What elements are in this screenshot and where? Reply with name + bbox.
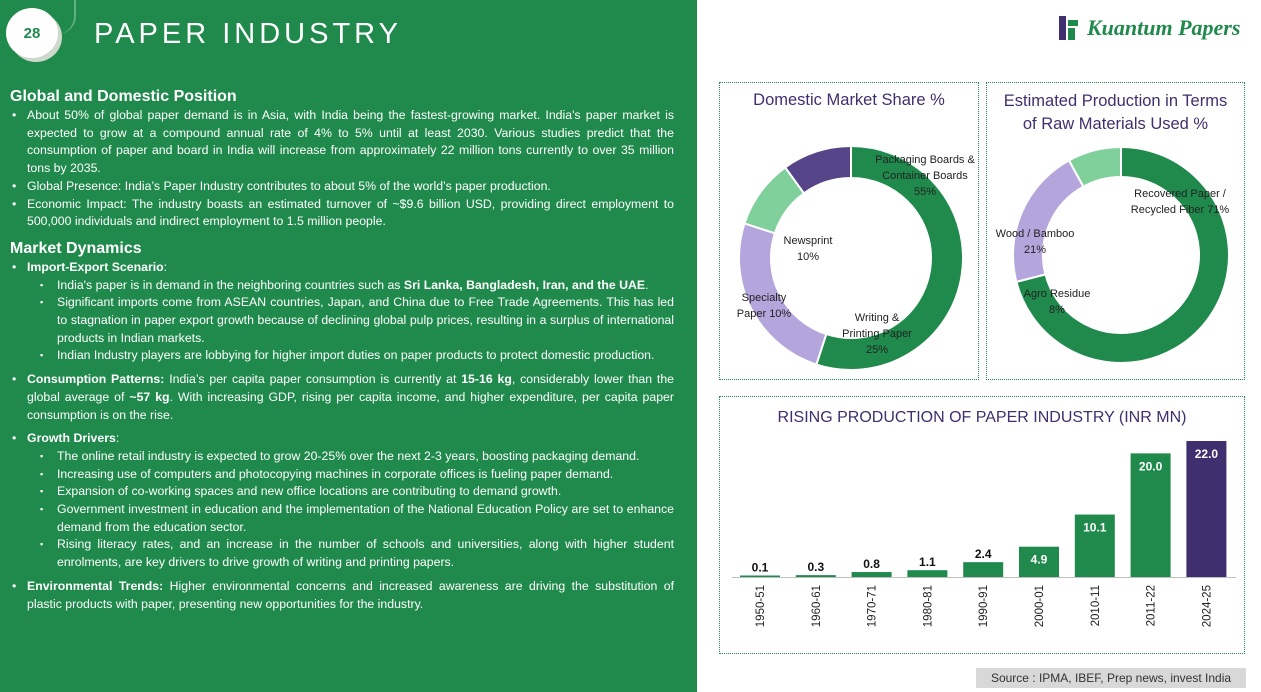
import-export-label: Import-Export Scenario [27, 259, 164, 274]
bar-category-label: 1960-61 [810, 585, 823, 628]
bar-category-label: 2000-01 [1034, 585, 1046, 628]
bar-category-label: 2010-11 [1089, 585, 1102, 627]
global-heading: Global and Domestic Position [10, 88, 237, 105]
slice-label: Wood / Bamboo 21% [995, 228, 1075, 256]
import-sub1-post: . [645, 277, 649, 292]
consumption-bold-2: ~57 kg [129, 389, 170, 404]
production-bar-chart [720, 397, 1244, 653]
badge-decoration [58, 0, 76, 34]
bar-value-label: 20.0 [1138, 459, 1163, 474]
growth-subitem: ▪ Rising literacy rates, and an increase in the number of schools and universities, along with higher student enrolments, are key drivers to drive growth of writing and printing papers. [27, 536, 674, 571]
growth-drivers-colon: : [115, 431, 120, 446]
slice-label: Agro Residue 8% [1023, 288, 1091, 316]
raw-material-title-line: Estimated Production in Terms [1003, 92, 1228, 110]
growth-drivers-label: Growth Drivers [27, 431, 116, 446]
global-bullet: • About 50% of global paper demand is in Asia, with India being the fastest-growing market. India's paper market is expected to grow at a compound annual rate of 4% to 5% until at least 2030. Various studies predict that the consumption of paper and board in India will increase from approximately 22 million tons currently to over 35 million tons by 2035. [10, 107, 674, 178]
bar-value-label: 0.8 [863, 557, 880, 572]
donut-slice [1013, 160, 1083, 281]
bar-category-label: 1990-91 [978, 585, 991, 628]
import-subitem [27, 277, 674, 295]
page-title: PAPER INDUSTRY [94, 18, 402, 50]
bar [1186, 441, 1226, 577]
growth-subitem: ▪ Expansion of co-working spaces and new office locations are contributing to demand growth. [27, 483, 674, 501]
text-content [10, 86, 674, 619]
market-bullets [10, 259, 674, 613]
raw-material-panel [986, 82, 1245, 380]
bar [852, 572, 892, 577]
raw-material-donut [987, 83, 1244, 379]
bar [740, 576, 780, 578]
page-number: 28 [23, 24, 41, 42]
production-panel [719, 396, 1245, 654]
slice-label: Specialty Paper 10% [736, 292, 792, 320]
bar-value-label: 10.1 [1083, 520, 1107, 535]
consumption-item [10, 371, 674, 424]
right-panel [697, 0, 1261, 692]
bar-value-label: 0.1 [751, 560, 769, 575]
import-export-item [10, 259, 674, 365]
global-bullet: • Global Presence: India’s Paper Industry contributes to about 5% of the world’s paper production. [10, 178, 674, 196]
bar [907, 570, 947, 577]
consumption-bold-1: 15-16 kg [461, 372, 512, 387]
bar-value-label: 2.4 [974, 547, 992, 562]
slice-label: Packaging Boards & Container Boards 55% [875, 154, 975, 198]
slice-label: Newsprint 10% [783, 235, 833, 263]
market-share-donut [720, 83, 978, 379]
import-subitem: ▪ Indian Industry players are lobbying for higher import duties on paper products to protect domestic production. [27, 347, 674, 365]
page-number-badge [6, 8, 58, 58]
bar-category-label: 2024-25 [1201, 585, 1214, 628]
consumption-label: Consumption Patterns: [27, 372, 165, 387]
growth-drivers-subitems [27, 448, 674, 572]
environmental-item [10, 578, 674, 613]
environmental-text: Higher environmental concerns and increased awareness are driving the substitution of plastic products with paper, presenting new opportunities for the industry. [27, 578, 675, 611]
source-note: Source : IPMA, IBEF, Prep news, invest India [976, 668, 1246, 688]
bar-category-label: 1950-51 [755, 585, 767, 628]
growth-subitem: ▪ The online retail industry is expected to grow 20-25% over the next 2-3 years, boosting packaging demand. [27, 448, 674, 466]
growth-subitem: ▪ Government investment in education and the implementation of the National Education Policy are set to enhance demand from the education sector. [27, 501, 674, 536]
bar-value-label: 1.1 [919, 555, 936, 570]
bar [796, 575, 836, 577]
consumption-text-1: India’s per capita paper consumption is currently at [164, 372, 462, 387]
slice-label: Writing & Printing Paper 25% [842, 312, 912, 356]
bar [963, 562, 1003, 577]
market-share-panel [719, 82, 979, 380]
bar-value-label: 0.3 [807, 560, 825, 575]
import-export-colon: : [163, 259, 168, 274]
bar-value-label: 22.0 [1194, 447, 1219, 461]
growth-drivers-item [10, 430, 674, 572]
company-logo [1057, 14, 1240, 42]
production-title: RISING PRODUCTION OF PAPER INDUSTRY (INR MN) [777, 409, 1187, 426]
market-heading: Market Dynamics [10, 239, 142, 257]
raw-material-title-line: of Raw Materials Used % [1022, 115, 1209, 133]
market-share-title: Domestic Market Share % [753, 91, 945, 109]
import-export-subitems [27, 277, 674, 366]
import-sub1-bold: Sri Lanka, Bangladesh, Iran, and the UAE [403, 277, 646, 292]
bar-value-label: 4.9 [1030, 552, 1048, 567]
consumption-text-2: , considerably lower than the global average of [27, 372, 675, 404]
growth-subitem: ▪ Increasing use of computers and photocopying machines in corporate offices is fueling paper demand. [27, 466, 674, 484]
bar-category-label: 1970-71 [866, 585, 879, 628]
slice-label: Recovered Paper / Recycled Fiber 71% [1130, 188, 1230, 216]
consumption-text-3: . With increasing GDP, rising per capita income, and higher expenditure, per capita paper consumption is on the rise. [27, 389, 674, 422]
bar-category-label: 1980-81 [922, 585, 935, 628]
logo-text: Kuantum Papers [1087, 15, 1241, 40]
bar-category-label: 2011-22 [1145, 585, 1158, 627]
import-subitem: ▪ Significant imports come from ASEAN countries, Japan, and China due to Free Trade Agreements. This has led to stagnation in paper export growth because of declining global pulp prices, resulting in a surplus of international products in Indian markets. [27, 294, 674, 347]
import-sub1-pre: India's paper is in demand in the neighboring countries such as [57, 277, 404, 292]
global-bullets [10, 107, 674, 231]
environmental-label: Environmental Trends: [27, 578, 164, 593]
kuantum-logo-icon [1057, 14, 1081, 42]
global-bullet: • Economic Impact: The industry boasts an estimated turnover of ~$9.6 billion USD, providing direct employment to 500,000 individuals and indirect employment to 1.5 million people. [10, 196, 674, 231]
